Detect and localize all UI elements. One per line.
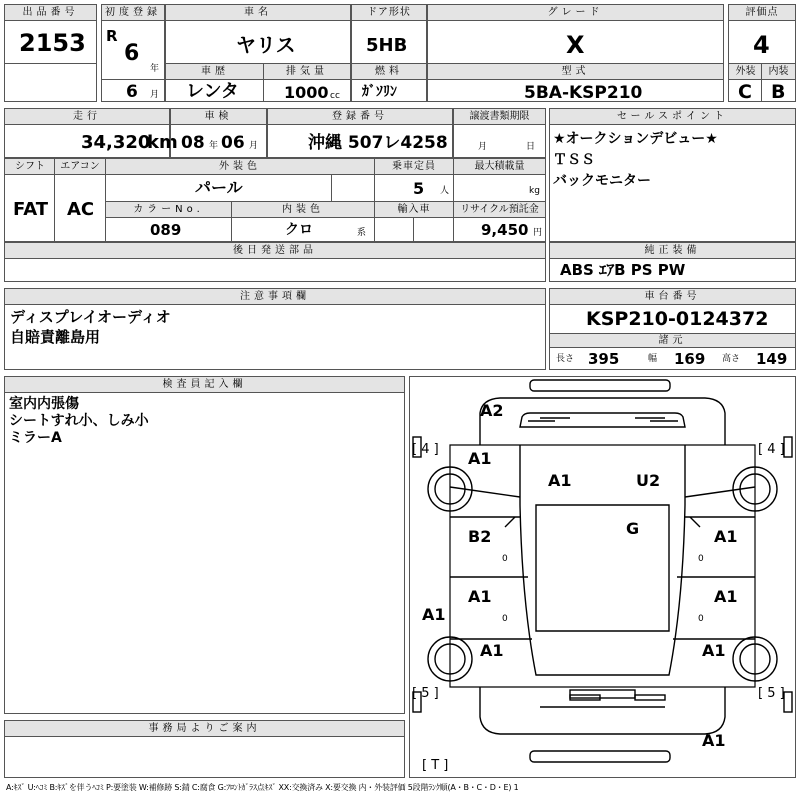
ext-label: 外装 <box>729 64 762 80</box>
tire-rear-right: [ 5 ] <box>758 686 785 701</box>
later-parts-box <box>4 242 546 282</box>
ac-label: エアコン <box>55 159 105 175</box>
color-label: 外装色 <box>106 159 374 175</box>
score-label: 評価点 <box>729 5 795 21</box>
lot-box <box>4 4 97 102</box>
reg-year: 6 <box>124 41 140 66</box>
first-reg-label: 初度登録 <box>102 5 164 21</box>
year-unit: 年 <box>150 64 160 74</box>
interior-color: クロ <box>285 222 313 238</box>
int-grade: B <box>771 81 786 103</box>
chassis-box <box>549 288 796 370</box>
zero-mark: 0 <box>698 614 704 624</box>
recycle-unit: 円 <box>533 228 543 238</box>
car-name-label: 車名 <box>166 5 350 21</box>
genuine-label: 純正装備 <box>550 243 795 259</box>
door-box <box>351 4 427 102</box>
capacity-unit: 人 <box>440 186 450 196</box>
zero-mark: 0 <box>698 554 704 564</box>
history: レンタ <box>186 81 239 102</box>
fuel: ｶﾞｿﾘﾝ <box>362 84 397 100</box>
car-name-box <box>165 4 351 102</box>
shift-label: シフト <box>5 159 55 175</box>
mileage-box <box>4 108 178 158</box>
door-type: 5HB <box>366 35 408 56</box>
insp-month: 06 <box>221 133 245 153</box>
damage-right-quarter: A1 <box>702 641 726 660</box>
ext-grade: C <box>738 81 752 103</box>
model-label: 型式 <box>428 64 723 80</box>
office-label: 事務局よりご案内 <box>5 721 404 737</box>
insp-year-unit: 年 <box>209 141 219 151</box>
damage-bonnet-left: A1 <box>548 471 572 490</box>
notes-label: 注意事項欄 <box>5 289 545 305</box>
transfer-label: 譲渡書類期限 <box>454 109 545 125</box>
damage-right-rear-door: A1 <box>714 587 738 606</box>
load-label: 最大積載量 <box>454 159 545 175</box>
interior-color-unit: 系 <box>357 228 367 238</box>
genuine-box <box>549 242 796 282</box>
recycle-fee: 9,450 <box>481 221 529 239</box>
grade-box <box>427 4 724 102</box>
recycle-label: リサイクル預託金 <box>454 202 545 218</box>
damage-windshield: G <box>626 519 640 538</box>
inspector-note-2: シートすれ小、しみ小 <box>9 413 149 429</box>
damage-bonnet-right: U2 <box>636 471 661 490</box>
shift: FAT <box>13 199 49 220</box>
first-reg-box <box>101 4 165 102</box>
height-label: 高さ <box>722 354 741 364</box>
damage-left-quarter: A1 <box>480 641 504 660</box>
note-2: 自賠責離島用 <box>10 328 101 346</box>
inspector-note-3: ミラーA <box>9 430 62 446</box>
door-label: ドア形状 <box>352 5 426 21</box>
mileage-label: 走行 <box>5 109 169 125</box>
reg-number: 沖縄 507レ4258 <box>308 133 448 153</box>
legend: A:ｷｽﾞ U:ﾍｺﾐ B:ｷｽﾞを伴うﾍｺﾐ P:要塗装 W:補修跡 S:錆 C:腐食 G:ﾌﾛﾝﾄｶﾞﾗｽ点ｷｽﾞ XX:交換済み X:要交換 内・外装評価 5段階ﾗﾝｸ順(A・B・C・D・E) 1 <box>6 783 519 792</box>
reg-month: 6 <box>126 82 138 102</box>
reg-number-label: 登録番号 <box>268 109 452 125</box>
spare-tire: [ T ] <box>422 758 449 773</box>
height: 149 <box>756 350 788 368</box>
inspection-label: 車検 <box>171 109 266 125</box>
lot-label: 出品番号 <box>5 5 96 21</box>
chassis-number: KSP210-0124372 <box>586 308 769 330</box>
sales-point-2: ＴＳＳ <box>553 152 595 168</box>
zero-mark: 0 <box>502 554 508 564</box>
zero-mark: 0 <box>502 614 508 624</box>
displacement: 1000 <box>284 83 329 102</box>
damage-rear-bumper: A1 <box>702 731 726 750</box>
score-box <box>728 4 796 102</box>
int-label: 内装 <box>762 64 795 80</box>
transfer-day: 日 <box>526 142 536 152</box>
transfer-month: 月 <box>478 142 488 152</box>
damage-left-rear-door: A1 <box>468 587 492 606</box>
damage-diagram <box>409 376 796 778</box>
car-name: ヤリス <box>236 33 296 57</box>
width-label: 幅 <box>648 354 658 364</box>
car-diagram-svg <box>410 377 795 777</box>
width: 169 <box>674 350 706 368</box>
inspection-box <box>170 108 267 158</box>
length-label: 長さ <box>556 354 575 364</box>
note-1: ディスプレイオーディオ <box>10 308 171 326</box>
damage-right-front-door: A1 <box>714 527 738 546</box>
lot-number: 2153 <box>19 29 86 57</box>
color-no-label: カラーNo. <box>106 202 231 218</box>
color-no: 089 <box>150 221 182 239</box>
sales-points-label: セールスポイント <box>550 109 795 125</box>
notes-box <box>4 288 546 370</box>
insp-year: 08 <box>181 133 205 153</box>
office-box <box>4 720 405 778</box>
sales-point-3: バックモニター <box>553 173 651 189</box>
later-parts-label: 後日発送部品 <box>5 243 545 259</box>
fuel-label: 燃料 <box>352 64 426 80</box>
history-label: 車歴 <box>166 64 264 80</box>
model: 5BA-KSP210 <box>524 83 643 103</box>
grade-label: グレード <box>428 5 723 21</box>
damage-front-bumper: A2 <box>480 401 504 420</box>
damage-left-rocker: A1 <box>422 605 446 624</box>
capacity-label: 乗車定員 <box>375 159 453 175</box>
damage-front-left-fender: A1 <box>468 449 492 468</box>
genuine-equipment: ABS ｴｱB PS PW <box>560 261 686 279</box>
tire-front-right: [ 4 ] <box>758 442 785 457</box>
transfer-box <box>453 108 546 158</box>
sales-point-1: ★オークションデビュー★ <box>553 131 718 147</box>
era: R <box>106 27 118 45</box>
import-label: 輸入車 <box>375 202 453 218</box>
reg-number-box <box>267 108 453 158</box>
tire-front-left: [ 4 ] <box>412 442 439 457</box>
displacement-unit: cc <box>330 91 340 101</box>
details-box <box>4 158 546 242</box>
damage-left-front-door: B2 <box>468 527 492 546</box>
length: 395 <box>588 350 620 368</box>
inspector-note-1: 室内内張傷 <box>9 396 79 412</box>
mileage-unit: km <box>147 132 178 153</box>
capacity: 5 <box>413 179 425 198</box>
specs-label: 諸元 <box>550 334 795 348</box>
sales-points-box <box>549 108 796 242</box>
displacement-label: 排気量 <box>264 64 350 80</box>
inspector-label: 検査員記入欄 <box>5 377 404 393</box>
load-unit: kg <box>529 186 540 196</box>
ac: AC <box>67 199 95 220</box>
tire-rear-left: [ 5 ] <box>412 686 439 701</box>
score: 4 <box>753 31 770 59</box>
grade: X <box>566 31 585 59</box>
chassis-label: 車台番号 <box>550 289 795 305</box>
inspector-box <box>4 376 405 714</box>
interior-color-label: 内装色 <box>232 202 374 218</box>
month-unit: 月 <box>150 90 160 100</box>
insp-month-unit: 月 <box>249 141 259 151</box>
exterior-color: パール <box>195 178 243 197</box>
mileage: 34,320 <box>81 132 151 153</box>
